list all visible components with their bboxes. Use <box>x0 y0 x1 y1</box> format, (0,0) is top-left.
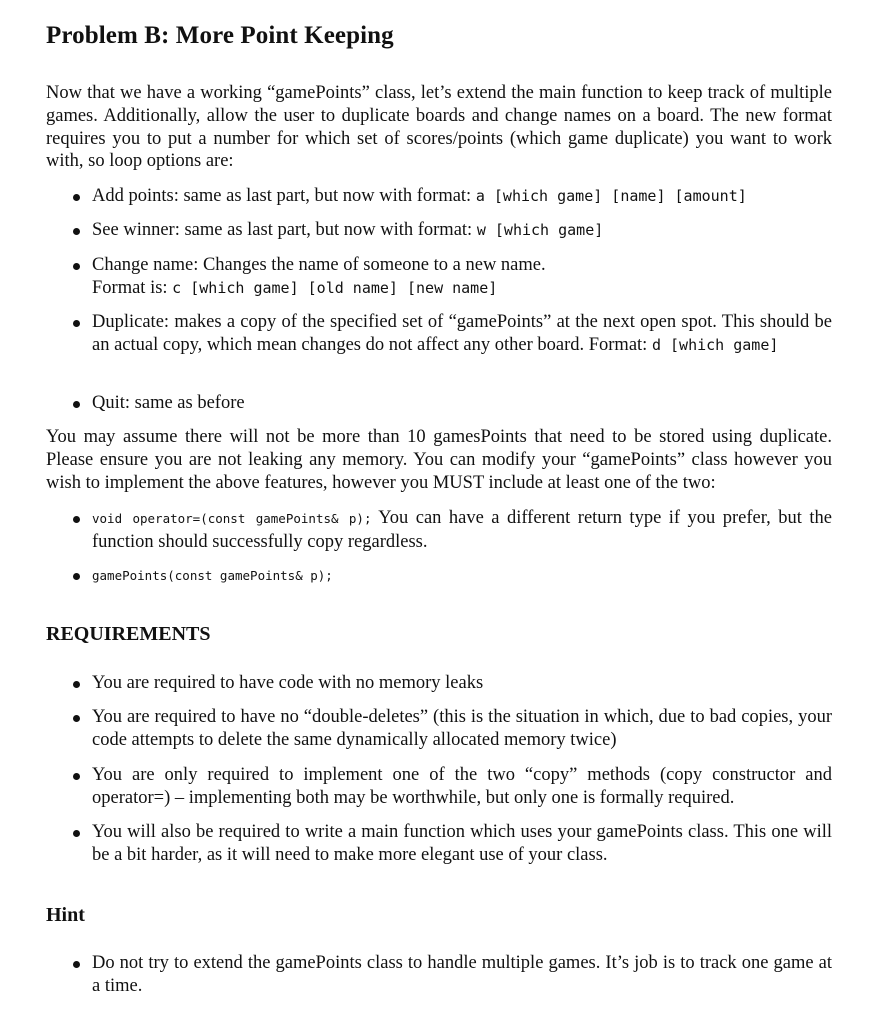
option-format-code: d [which game] <box>651 335 779 354</box>
requirement-item <box>73 706 832 752</box>
hint-heading: Hint <box>46 904 85 926</box>
option-text: Duplicate: makes a copy of the specified set of “gamePoints” at the next open spot. This should be an actual copy, which mean changes do not affect any other board. Format: <box>92 312 832 355</box>
method-operator-assign <box>73 507 832 554</box>
requirement-item <box>73 672 832 695</box>
option-quit <box>73 392 832 415</box>
bullet-icon <box>73 401 80 408</box>
option-duplicate <box>73 311 832 357</box>
bullet-icon <box>73 715 80 722</box>
hint-item <box>73 952 832 998</box>
requirement-text: You are required to have code with no memory leaks <box>92 673 484 693</box>
bullet-icon <box>73 961 80 968</box>
method-note: You can have a different return type if you prefer, but the function should successfully copy regardless. <box>92 508 832 552</box>
option-format-code: c [which game] [old name] [new name] <box>172 278 498 297</box>
page-title: Problem B: More Point Keeping <box>46 22 394 49</box>
option-see-winner <box>73 219 832 242</box>
option-format-label: Format is: <box>92 277 173 298</box>
requirement-text: You are only required to implement one of the two “copy” methods (copy constructor and operator=) – implementing both may be worthwhile, but only one is formally required. <box>92 765 832 808</box>
method-copy-constructor <box>73 564 832 588</box>
bullet-icon <box>73 516 80 523</box>
option-format-code: a [which game] [name] [amount] <box>475 187 747 205</box>
bullet-icon <box>73 228 80 235</box>
intro-paragraph: Now that we have a working “gamePoints” class, let’s extend the main function to keep track of multiple games. Additionally, allow the user to duplicate boards and change names on a board. The new format requires you to put a number for which set of scores/points (which game duplicate) you want to work with, so loop options are: <box>46 83 832 172</box>
option-text: See winner: same as last part, but now with format: <box>92 220 477 240</box>
requirements-heading: REQUIREMENTS <box>46 623 211 645</box>
option-format-code: w [which game] <box>476 221 604 239</box>
requirement-text: You are required to have no “double-deletes” (this is the situation in which, due to bad copies, your code attempts to delete the same dynamically allocated memory twice) <box>92 707 832 750</box>
option-text: Quit: same as before <box>92 393 245 413</box>
bullet-icon <box>73 830 80 837</box>
requirement-text: You will also be required to write a main function which uses your gamePoints class. This one will be a bit harder, as it will need to make more elegant use of your class. <box>92 822 832 865</box>
bullet-icon <box>73 320 80 327</box>
option-change-name <box>73 254 832 300</box>
requirement-item <box>73 764 832 810</box>
option-text: Change name: Changes the name of someone to a new name. <box>92 255 546 275</box>
bullet-icon <box>73 263 80 270</box>
option-add-points <box>73 185 832 208</box>
hint-text: Do not try to extend the gamePoints class to handle multiple games. It’s job is to track one game at a time. <box>92 953 832 996</box>
bullet-icon <box>73 573 80 580</box>
method-signature-code: gamePoints(const gamePoints& p); <box>92 568 333 583</box>
bullet-icon <box>73 194 80 201</box>
bullet-icon <box>73 773 80 780</box>
assume-paragraph: You may assume there will not be more than 10 gamesPoints that need to be stored using duplicate. Please ensure you are not leaking any memory. You can modify your “gamePoints” class however you wish to implement the above features, however you MUST include at least one of the two: <box>46 427 832 493</box>
option-text: Add points: same as last part, but now with format: <box>92 186 476 206</box>
bullet-icon <box>73 681 80 688</box>
method-signature-code: void operator=(const gamePoints& p); <box>92 511 372 526</box>
requirement-item <box>73 821 832 867</box>
